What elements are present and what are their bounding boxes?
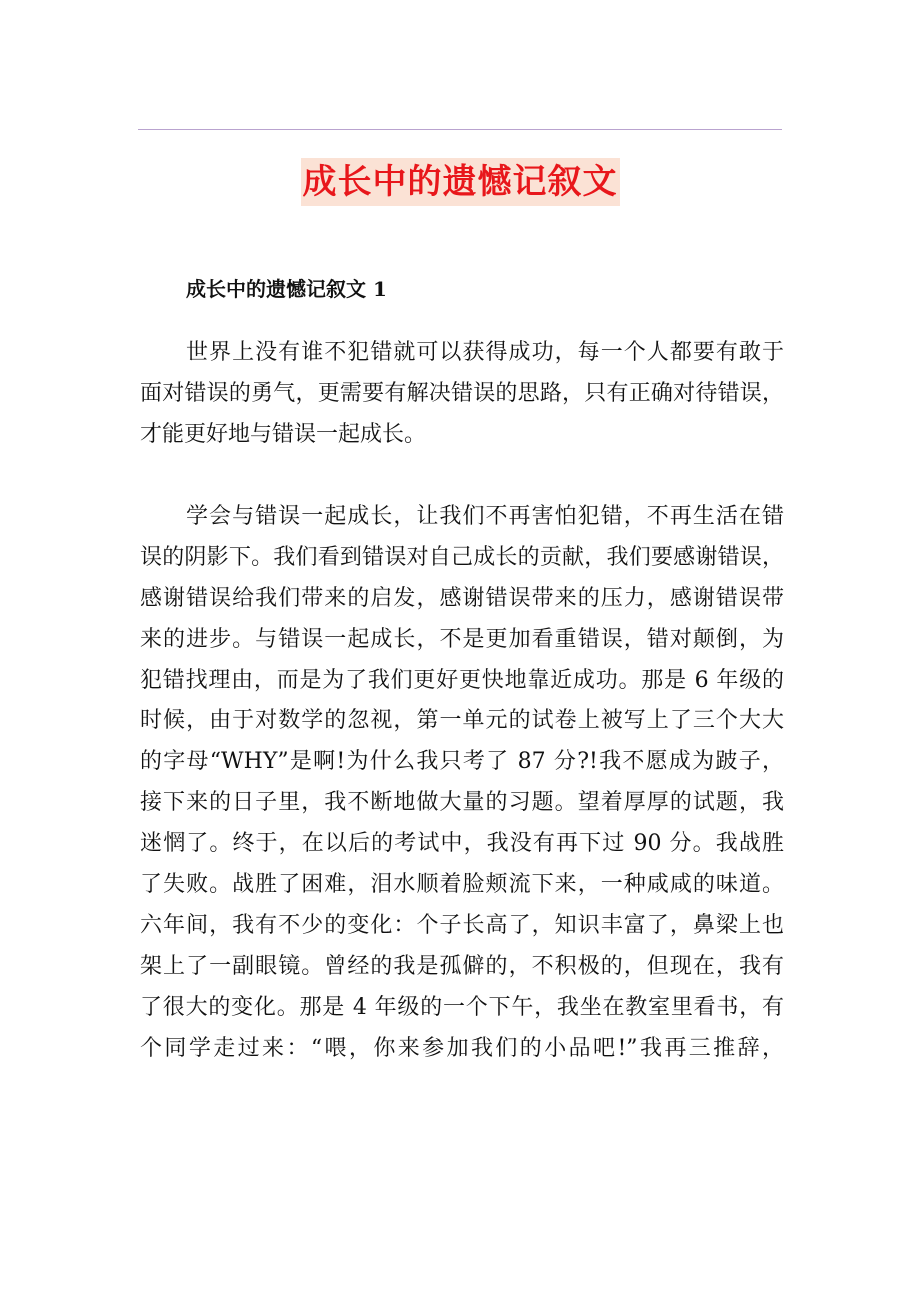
paragraph-line: 学会与错误一起成长，让我们不再害怕犯错，不再生活在错 [186,504,784,529]
paragraph-2 [140,497,784,1069]
section-heading: 成长中的遗憾记叙文 1 [186,277,387,301]
document-title: 成长中的遗憾记叙文 [301,158,620,206]
paragraph-line: 架上了一副眼镜。曾经的我是孤僻的，不积极的，但现在，我有 [140,953,784,979]
paragraph-line: 时候，由于对数学的忽视，第一单元的试卷上被写上了三个大大 [140,708,784,734]
paragraph-line: 犯错找理由，而是为了我们更好更快地靠近成功。那是 6 年级的 [140,667,784,693]
title-container [0,158,920,206]
paragraph-line: 个同学走过来：“喂，你来参加我们的小品吧!”我再三推辞， [140,1035,784,1061]
paragraph-line: 面对错误的勇气，更需要有解决错误的思路，只有正确对待错误， [140,380,784,406]
paragraph-line: 世界上没有谁不犯错就可以获得成功，每一个人都要有敢于 [186,340,784,365]
paragraph-line: 感谢错误给我们带来的启发，感谢错误带来的压力，感谢错误带 [140,585,784,611]
paragraph-line: 接下来的日子里，我不断地做大量的习题。望着厚厚的试题，我 [140,790,784,816]
paragraph-line: 了很大的变化。那是 4 年级的一个下午，我坐在教室里看书，有 [140,994,784,1020]
paragraph-line: 迷惘了。终于，在以后的考试中，我没有再下过 90 分。我战胜 [140,831,784,857]
paragraph-line: 的字母“WHY”是啊!为什么我只考了 87 分?!我不愿成为跛子， [140,749,784,775]
header-divider [138,129,782,130]
paragraph-line: 误的阴影下。我们看到错误对自己成长的贡献，我们要感谢错误， [140,544,784,570]
paragraph-line: 了失败。战胜了困难，泪水顺着脸颊流下来，一种咸咸的味道。 [140,872,784,898]
paragraph-line: 六年间，我有不少的变化：个子长高了，知识丰富了，鼻梁上也 [140,912,784,938]
paragraph-line: 来的进步。与错误一起成长，不是更加看重错误，错对颠倒，为 [140,626,784,652]
paragraph-1 [140,333,784,456]
paragraph-line: 才能更好地与错误一起成长。 [140,421,427,447]
